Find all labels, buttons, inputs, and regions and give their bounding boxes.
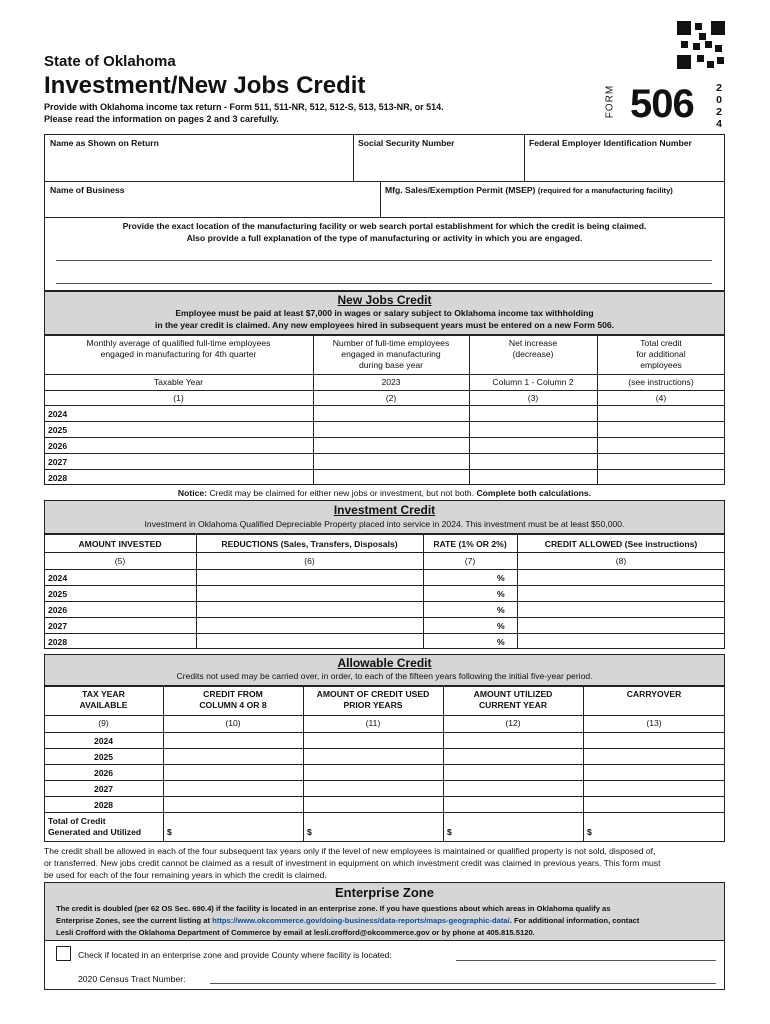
okcommerce-link[interactable]: https://www.okcommerce.gov/doing-business/data-reports/maps-geographic-data/: [212, 916, 510, 925]
total-dollar-12: $: [447, 827, 452, 837]
nj-year-2026: 2026: [48, 441, 68, 451]
enterprise-check-label: Check if located in an enterprise zone and provide County where facility is located:: [78, 950, 392, 960]
inv-head-2: REDUCTIONS (Sales, Transfers, Disposals): [221, 539, 398, 549]
allowable-title: Allowable Credit: [337, 656, 432, 670]
location-line-2[interactable]: [56, 283, 712, 284]
inv-num-6: (6): [304, 556, 315, 566]
location-instructions-1: Provide the exact location of the manufacturing facility or web search portal establishment for which the credit is being claimed.: [122, 221, 647, 231]
name-on-return-field[interactable]: Name as Shown on Return: [50, 138, 159, 148]
pct-2026: %: [497, 605, 505, 615]
census-tract-label: 2020 Census Tract Number:: [78, 974, 186, 984]
alw-head-13: CARRYOVER: [626, 689, 682, 699]
tax-year: 2 0 2 4: [716, 82, 722, 130]
location-instructions-2: Also provide a full explanation of the type of manufacturing or activity in which you are engaged.: [186, 233, 583, 243]
alw-head-9: TAX YEAR AVAILABLE: [79, 689, 128, 710]
state-name: State of Oklahoma: [44, 53, 176, 70]
nj-year-2028: 2028: [48, 473, 68, 483]
investment-title: Investment Credit: [333, 503, 436, 517]
nj-row-b-2: (2): [385, 393, 397, 403]
nj-col4-head: Total credit for additional employees: [636, 338, 686, 370]
total-dollar-13: $: [587, 827, 592, 837]
county-field[interactable]: [456, 960, 716, 961]
alw-year-2026: 2026: [93, 768, 114, 778]
investment-sub: Investment in Oklahoma Qualified Depreciable Property placed into service in 2024. This investment must be at least $50,000.: [144, 519, 625, 529]
nj-year-2024: 2024: [48, 409, 68, 419]
inv-year-2028: 2028: [48, 637, 68, 647]
nj-row-b-3: (3): [527, 393, 539, 403]
instructions-line-2: Please read the information on pages 2 and 3 carefully.: [44, 114, 279, 124]
location-line-1[interactable]: [56, 260, 712, 261]
alw-head-11: AMOUNT OF CREDIT USED PRIOR YEARS: [316, 689, 430, 710]
nj-col2-head: Number of full-time employees engaged in manufacturing during base year: [332, 338, 450, 370]
alw-num-13: (13): [646, 718, 662, 728]
new-jobs-sub-2: in the year credit is claimed. Any new employees hired in subsequent years must be entered on a new Form 506.: [154, 320, 615, 330]
inv-head-4: CREDIT ALLOWED (See instructions): [544, 539, 698, 549]
inv-year-2025: 2025: [48, 589, 68, 599]
fein-field[interactable]: Federal Employer Identification Number: [529, 138, 692, 148]
nj-row-a-1: Taxable Year: [153, 377, 204, 387]
ssn-field[interactable]: Social Security Number: [358, 138, 455, 148]
form-number: 506: [630, 82, 694, 126]
enterprise-zone-checkbox[interactable]: [56, 946, 71, 961]
inv-year-2027: 2027: [48, 621, 68, 631]
msep-field[interactable]: Mfg. Sales/Exemption Permit (MSEP) (required for a manufacturing facility): [385, 185, 673, 195]
business-name-field[interactable]: Name of Business: [50, 185, 125, 195]
form-title: Investment/New Jobs Credit: [44, 72, 366, 99]
nj-col1-head: Monthly average of qualified full-time employees engaged in manufacturing for 4th quarter: [86, 338, 271, 359]
alw-num-12: (12): [505, 718, 521, 728]
new-jobs-title: New Jobs Credit: [337, 293, 432, 307]
alw-head-10: CREDIT FROM COLUMN 4 OR 8: [199, 689, 267, 710]
nj-row-a-4: (see instructions): [628, 377, 694, 387]
alw-year-2024: 2024: [93, 736, 114, 746]
new-jobs-sub-1: Employee must be paid at least $7,000 in wages or salary subject to Oklahoma income tax withholding: [175, 308, 594, 318]
nj-col3-head: Net increase (decrease): [508, 338, 558, 359]
total-dollar-10: $: [167, 827, 172, 837]
alw-num-11: (11): [365, 718, 381, 728]
inv-year-2024: 2024: [48, 573, 68, 583]
notice: Notice: Credit may be claimed for either new jobs or investment, but not both. Complete both calculations.: [177, 488, 592, 498]
inv-num-8: (8): [615, 556, 627, 566]
alw-num-9: (9): [98, 718, 109, 728]
qr-code-icon: [677, 21, 725, 69]
total-label: Total of Credit Generated and Utilized: [48, 816, 142, 837]
inv-year-2026: 2026: [48, 605, 68, 615]
alw-year-2027: 2027: [93, 784, 114, 794]
total-dollar-11: $: [307, 827, 312, 837]
enterprise-title: Enterprise Zone: [335, 885, 434, 900]
pct-2028: %: [497, 637, 505, 647]
pct-2024: %: [497, 573, 505, 583]
alw-year-2025: 2025: [93, 752, 114, 762]
enterprise-text: The credit is doubled (per 62 OS Sec. 690.4) if the facility is located in an enterprise zone. If you have questions about which areas in Oklahoma qualify as Enterprise Zones, see the current listing at https://www.okcommerce.gov/doing-business/data-reports/maps-geographic-data/. For additional information, contact Lesli Crofford with the Oklahoma Department of Commerce by email at lesli.crofford@okcommerce.gov or by phone at 405.815.5120.: [56, 904, 640, 937]
nj-year-2027: 2027: [48, 457, 68, 467]
alw-head-12: AMOUNT UTILIZED CURRENT YEAR: [473, 689, 553, 710]
inv-num-7: (7): [464, 556, 476, 566]
form-word: FORM: [604, 84, 616, 119]
alw-num-10: (10): [225, 718, 241, 728]
allowable-sub: Credits not used may be carried over, in order, to each of the fifteen years following the initial five-year period.: [176, 671, 593, 681]
instructions-line-1: Provide with Oklahoma income tax return - Form 511, 511-NR, 512, 512-S, 513, 513-NR, or 514.: [44, 102, 444, 112]
inv-num-5: (5): [114, 556, 126, 566]
nj-row-a-2: 2023: [381, 377, 401, 387]
nj-row-b-1: (1): [173, 393, 184, 403]
pct-2027: %: [497, 621, 505, 631]
nj-row-b-4: (4): [655, 393, 667, 403]
alw-year-2028: 2028: [93, 800, 114, 810]
pct-2025: %: [497, 589, 505, 599]
inv-head-3: RATE (1% OR 2%): [433, 539, 507, 549]
inv-head-1: AMOUNT INVESTED: [78, 539, 162, 549]
footnote: The credit shall be allowed in each of the four subsequent tax years only if the level of new employees is maintained or qualified property is not sold, disposed of, or transferred. New jobs credit cannot be claimed as a result of investment in equipment on which investment credit was claimed in previous years. This form must be used for each of the four remaining years in which the credit is claimed.: [44, 846, 661, 880]
nj-year-2025: 2025: [48, 425, 68, 435]
nj-row-a-3: Column 1 - Column 2: [492, 377, 574, 387]
census-tract-field[interactable]: [210, 983, 716, 984]
